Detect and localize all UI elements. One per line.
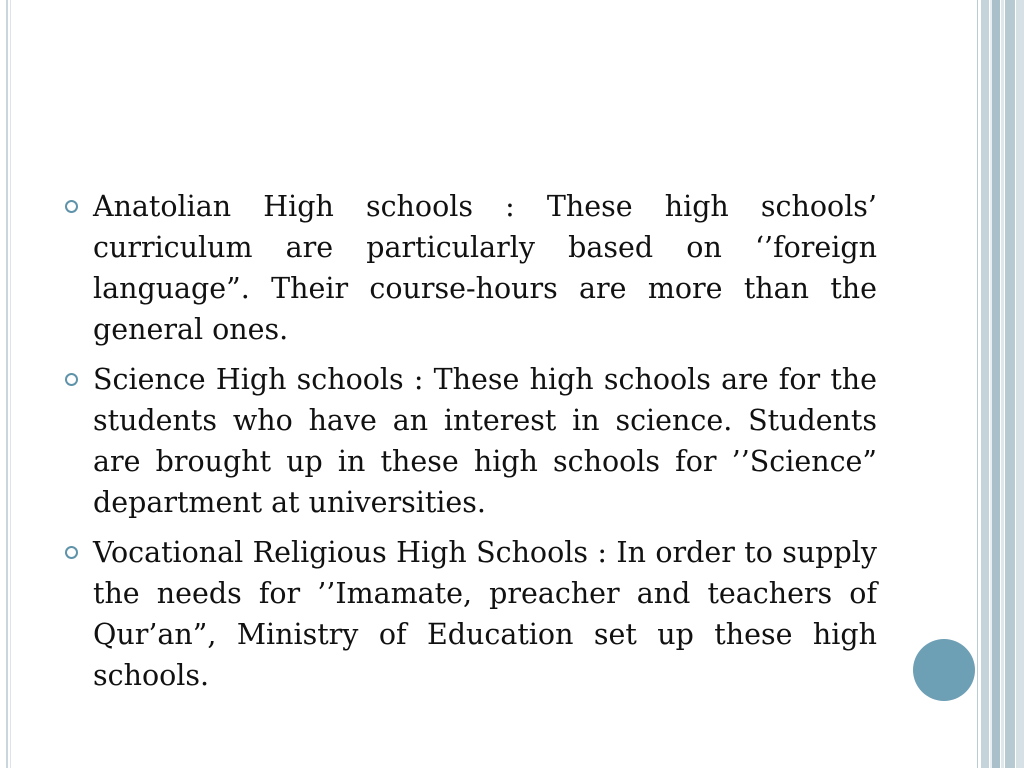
right-decor-stripe bbox=[1001, 0, 1004, 768]
bullet-text: Vocational Religious High Schools : In order to supply the needs for ’’Imamate, preacher and teachers of Qur’an”, Ministry of Education set up these high schools. bbox=[93, 536, 877, 692]
right-decor-stripe bbox=[977, 0, 978, 768]
bullet-item-anatolian bbox=[62, 186, 877, 350]
accent-circle bbox=[913, 639, 975, 701]
right-decor-stripe bbox=[981, 0, 989, 768]
left-frame-line-inner bbox=[10, 0, 11, 768]
bullet-text: Science High schools : These high schools are for the students who have an interest in science. Students are brought up in these high schools for ’’Science” department at universities. bbox=[93, 363, 877, 519]
bullet-list bbox=[62, 186, 877, 705]
bullet-ring-icon bbox=[65, 200, 78, 213]
right-decor-stripe bbox=[1016, 0, 1024, 768]
bullet-item-vocational-religious bbox=[62, 532, 877, 696]
bullet-item-science bbox=[62, 359, 877, 523]
bullet-text: Anatolian High schools : These high schools’ curriculum are particularly based on ‘’foreign language”. Their course-hours are more than the general ones. bbox=[93, 190, 877, 346]
right-decor-stripe bbox=[1005, 0, 1015, 768]
left-frame-line bbox=[6, 0, 8, 768]
bullet-ring-icon bbox=[65, 546, 78, 559]
bullet-ring-icon bbox=[65, 373, 78, 386]
right-decor-stripe bbox=[992, 0, 1000, 768]
